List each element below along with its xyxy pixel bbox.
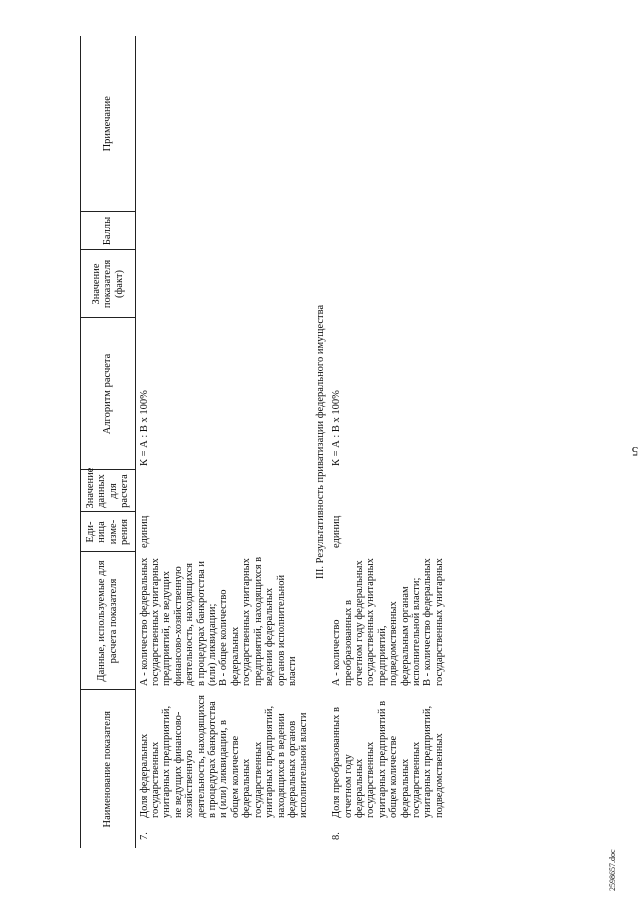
row-number: 7. [138, 832, 150, 840]
calculation-data: А - количество преобразованных в отчетном году федеральных государственных унитарных предприятий, подведомственных федеральным органам исполнительной власти; В - количество федеральных государственных унитарных [331, 558, 445, 686]
algorithm: К = А : В х 100% [138, 390, 150, 466]
note [135, 36, 312, 212]
section-title: III. Результативность приватизации федерального имущества [314, 304, 326, 580]
fact-value [135, 250, 312, 318]
section-row [312, 36, 328, 848]
note [328, 36, 447, 212]
header-name: Наименование показателя [81, 690, 136, 848]
indicator-table [80, 36, 447, 848]
indicator-name: Доля преобразованных в отчетном году федеральных государственных унитарных предприятий в общем количестве федеральных государственных унитарных предприятий, подведомственных [331, 700, 445, 818]
algorithm: К = А : В х 100% [331, 390, 343, 466]
unit: единиц [331, 515, 343, 548]
unit: единиц [138, 515, 150, 548]
fact-value [328, 250, 447, 318]
header-value: Значение данных для расчета [81, 470, 136, 512]
header-fact: Значение показателя (факт) [81, 250, 136, 318]
header-data: Данные, используемые для расчета показателя [81, 552, 136, 690]
table-header-row [81, 36, 136, 848]
data-value [328, 470, 447, 512]
indicator-name: Доля федеральных государственных унитарных предприятий, не ведущих финансово-хозяйственную деятельность, находящихся в процедурах банкротства и (или) ликвидации, в общем количестве федеральных государственных унитарных предприятий, находящихся в ведении федеральных органов исполнительной власти [138, 695, 310, 818]
table-row [135, 36, 312, 848]
page-number: 5 [631, 444, 639, 459]
score [135, 212, 312, 250]
header-score: Баллы [81, 212, 136, 250]
document-id: 2598657.doc [608, 849, 617, 891]
table-row [328, 36, 447, 848]
header-algorithm: Алгоритм расчета [81, 318, 136, 470]
header-unit: Еди-ница изме-рения [81, 512, 136, 552]
row-number: 8. [331, 832, 343, 840]
calculation-data: А - количество федеральных государственных унитарных предприятий, не ведущих финансово-хозяйственную деятельность, находящихся в процедурах банкротства и (или) ликвидации; В - общее количество федеральных государственных унитарных предприятий, находящихся в ведении федеральных органов исполнительной власти [138, 556, 298, 686]
score [328, 212, 447, 250]
header-note: Примечание [81, 36, 136, 212]
data-value [135, 470, 312, 512]
